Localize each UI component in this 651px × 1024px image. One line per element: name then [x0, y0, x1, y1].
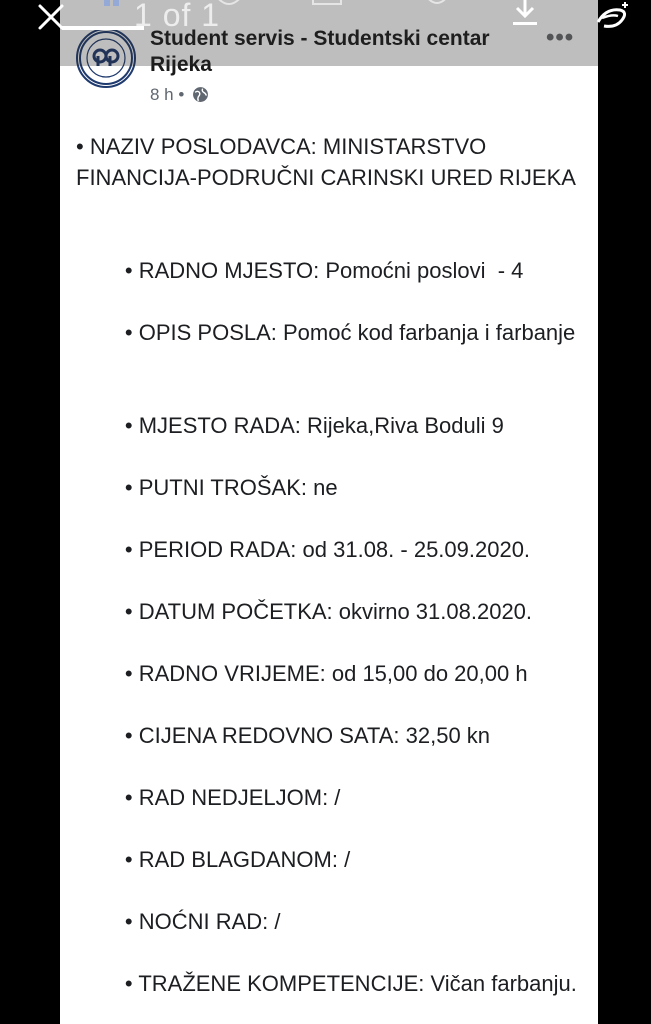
post-time[interactable]: 8 h — [150, 85, 174, 104]
notification-icon — [420, 0, 454, 12]
globe-icon — [192, 86, 209, 103]
post-card — [60, 0, 598, 1024]
close-icon[interactable] — [36, 2, 66, 32]
viewer-toolbar — [0, 0, 651, 66]
post-line: • MJESTO RADA: Rijeka,Riva Boduli 9 — [76, 413, 504, 438]
post-line: • TRAŽENE KOMPETENCIJE: Vičan farbanju. — [76, 971, 577, 996]
home-icon — [98, 0, 132, 12]
post-line: • RADNO VRIJEME: od 15,00 do 20,00 h — [76, 661, 528, 686]
download-icon[interactable] — [508, 0, 542, 30]
image-counter: 1 of 1 — [134, 0, 221, 33]
post-line: • DATUM POČETKA: okvirno 31.08.2020. — [76, 599, 533, 624]
post-line: • RAD BLAGDANOM: / — [76, 847, 351, 872]
post-meta — [150, 85, 209, 105]
more-icon[interactable]: ••• — [546, 24, 575, 51]
post-line: • NOĆNI RAD: / — [76, 909, 281, 934]
meta-separator: • — [178, 85, 185, 104]
post-line: • NAZIV POSLODAVCA: MINISTARSTVO FINANCIJA-PODRUČNI CARINSKI URED RIJEKA — [76, 134, 576, 190]
friends-icon — [212, 0, 246, 12]
tab-indicator — [62, 26, 144, 30]
watch-icon — [310, 0, 344, 12]
post-line: • OPIS POSLA: Pomoć kod farbanja i farbanje — [76, 320, 576, 345]
post-line: • RAD NEDJELJOM: / — [76, 785, 341, 810]
post-line: • RADNO MJESTO: Pomoćni poslovi - 4 — [76, 258, 524, 283]
page-name[interactable]: Student servis - Studentski centar Rijeka — [150, 27, 490, 76]
share-icon[interactable] — [592, 0, 632, 34]
post-line: • PUTNI TROŠAK: ne — [76, 475, 338, 500]
post-line: • CIJENA REDOVNO SATA: 32,50 kn — [76, 723, 491, 748]
post-line: • PERIOD RADA: od 31.08. - 25.09.2020. — [76, 537, 531, 562]
